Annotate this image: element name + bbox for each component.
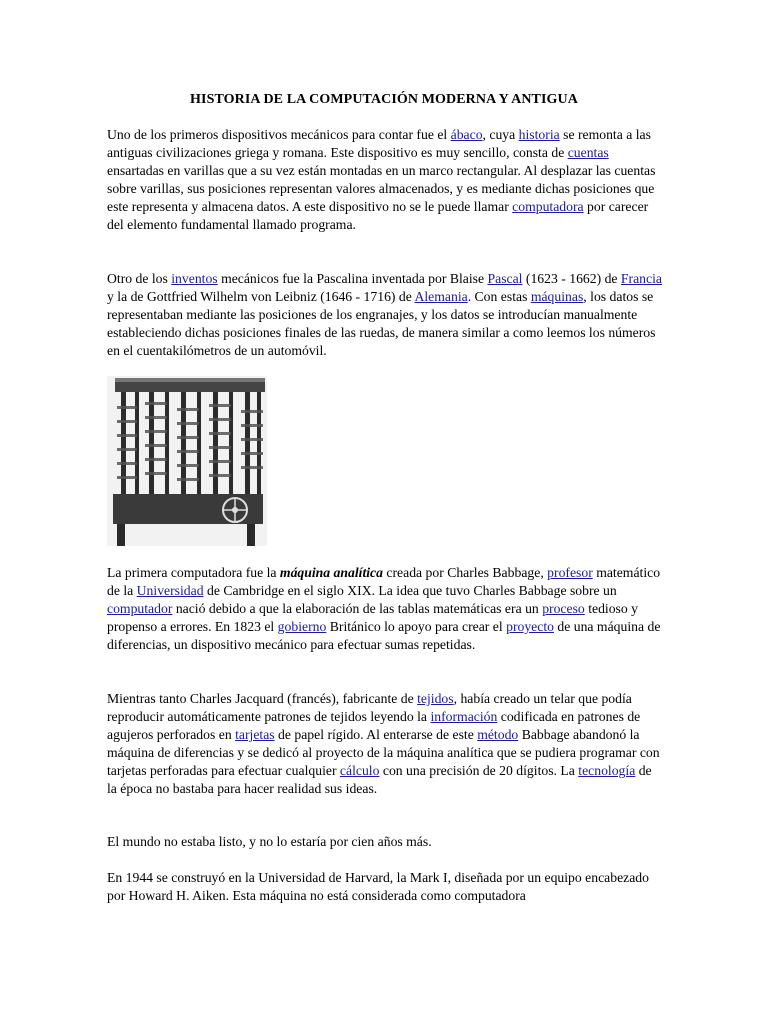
link-pascal[interactable]: Pascal	[487, 271, 523, 286]
link-inventos[interactable]: inventos	[171, 271, 218, 286]
body-text: con una precisión de 20 dígitos. La	[379, 763, 579, 779]
paragraph-pascalina	[107, 270, 662, 360]
link-computador[interactable]: computador	[107, 601, 173, 617]
link-tarjetas[interactable]: tarjetas	[235, 727, 275, 743]
body-text: y la de Gottfried Wilhelm von Leibniz (1646 - 1716) de	[107, 289, 415, 305]
link-gobierno[interactable]: gobierno	[277, 619, 327, 635]
body-text: matemático de la	[107, 565, 661, 599]
link-proceso[interactable]: proceso	[542, 601, 585, 617]
link-tecnología[interactable]: tecnología	[578, 763, 636, 779]
link-universidad[interactable]: Universidad	[136, 583, 204, 599]
link-ábaco[interactable]: ábaco	[450, 127, 483, 142]
body-text: de papel rígido. Al enterarse de este	[274, 727, 478, 743]
paragraph-babbage	[107, 564, 662, 654]
link-cálculo[interactable]: cálculo	[339, 763, 380, 779]
body-text: codificada en patrones de agujeros perforados en	[107, 709, 641, 743]
body-text: mecánicos fue la Pascalina inventada por Blaise	[217, 271, 488, 286]
link-alemania[interactable]: Alemania	[414, 289, 468, 305]
link-historia[interactable]: historia	[518, 127, 560, 142]
body-text: de una máquina de diferencias, un dispositivo mecánico para efectuar sumas repetidas.	[107, 619, 661, 653]
document-title: HISTORIA DE LA COMPUTACIÓN MODERNA Y ANTIGUA	[190, 92, 578, 107]
link-método[interactable]: método	[477, 727, 519, 743]
body-text: Mientras tanto Charles Jacquard (francés), fabricante de	[107, 691, 418, 706]
body-text: tedioso y propenso a errores. En 1823 el	[107, 601, 638, 635]
paragraph-mark-i	[107, 869, 662, 905]
body-text: ensartadas en varillas que a su vez están montadas en un marco rectangular. Al desplazar las cuentas sobre varillas, sus posiciones representan valores almacenados, y es mediante dichas posiciones que este representa y almacena datos. A este dispositivo no se le puede llamar	[107, 163, 656, 215]
link-tejidos[interactable]: tejidos	[417, 691, 454, 706]
analytical-engine-photo	[107, 376, 267, 546]
body-text: , había creado un telar que podía reproducir automáticamente patrones de tejidos leyendo la	[107, 691, 632, 725]
link-francia[interactable]: Francia	[620, 271, 662, 286]
body-text: Uno de los primeros dispositivos mecánicos para contar fue el	[107, 127, 451, 142]
paragraph-jacquard	[107, 690, 662, 799]
body-text: de la época no bastaba para hacer realidad sus ideas.	[107, 763, 652, 797]
body-text: En 1944 se construyó en la Universidad de Harvard, la Mark I, diseñada por un equipo encabezado por Howard H. Aiken. Esta máquina no está considerada como computadora	[107, 870, 649, 904]
body-text: Británico lo apoyo para crear el	[326, 619, 507, 635]
link-profesor[interactable]: profesor	[547, 565, 593, 580]
paragraph-abacus	[107, 126, 662, 235]
link-máquinas[interactable]: máquinas	[530, 289, 584, 305]
body-text: , cuya	[482, 127, 519, 142]
body-text: creada por Charles Babbage,	[382, 565, 548, 580]
body-text: , los datos se representaban mediante las posiciones de los engranajes, y los datos se introducían manualmente estableciendo dichas posiciones finales de las ruedas, de manera similar a como leemos los números en el cuentakilómetros de un automóvil.	[107, 289, 656, 359]
body-text: nació debido a que la elaboración de las tablas matemáticas era un	[172, 601, 543, 617]
body-text: (1623 - 1662) de	[522, 271, 621, 286]
link-información[interactable]: información	[430, 709, 498, 725]
link-computadora[interactable]: computadora	[512, 199, 584, 215]
body-text: de Cambridge en el siglo XIX. La idea que tuvo Charles Babbage sobre un	[203, 583, 617, 599]
body-text: La primera computadora fue la	[107, 565, 280, 580]
body-text: El mundo no estaba listo, y no lo estaría por cien años más.	[107, 834, 432, 849]
link-cuentas[interactable]: cuentas	[567, 145, 609, 161]
body-text: . Con estas	[467, 289, 531, 305]
body-text: Otro de los	[107, 271, 172, 286]
body-text: Babbage abandonó la máquina de diferencias y se dedicó al proyecto de la máquina analítica que se pudiera programar con tarjetas perforadas para efectuar cualquier	[107, 727, 660, 779]
body-text: por carecer del elemento fundamental llamado programa.	[107, 199, 649, 233]
link-proyecto[interactable]: proyecto	[506, 619, 554, 635]
emphasis-text: máquina analítica	[279, 565, 383, 580]
paragraph-world-not-ready	[107, 833, 662, 851]
body-text: se remonta a las antiguas civilizaciones griega y romana. Este dispositivo es muy sencillo, consta de	[107, 127, 651, 161]
